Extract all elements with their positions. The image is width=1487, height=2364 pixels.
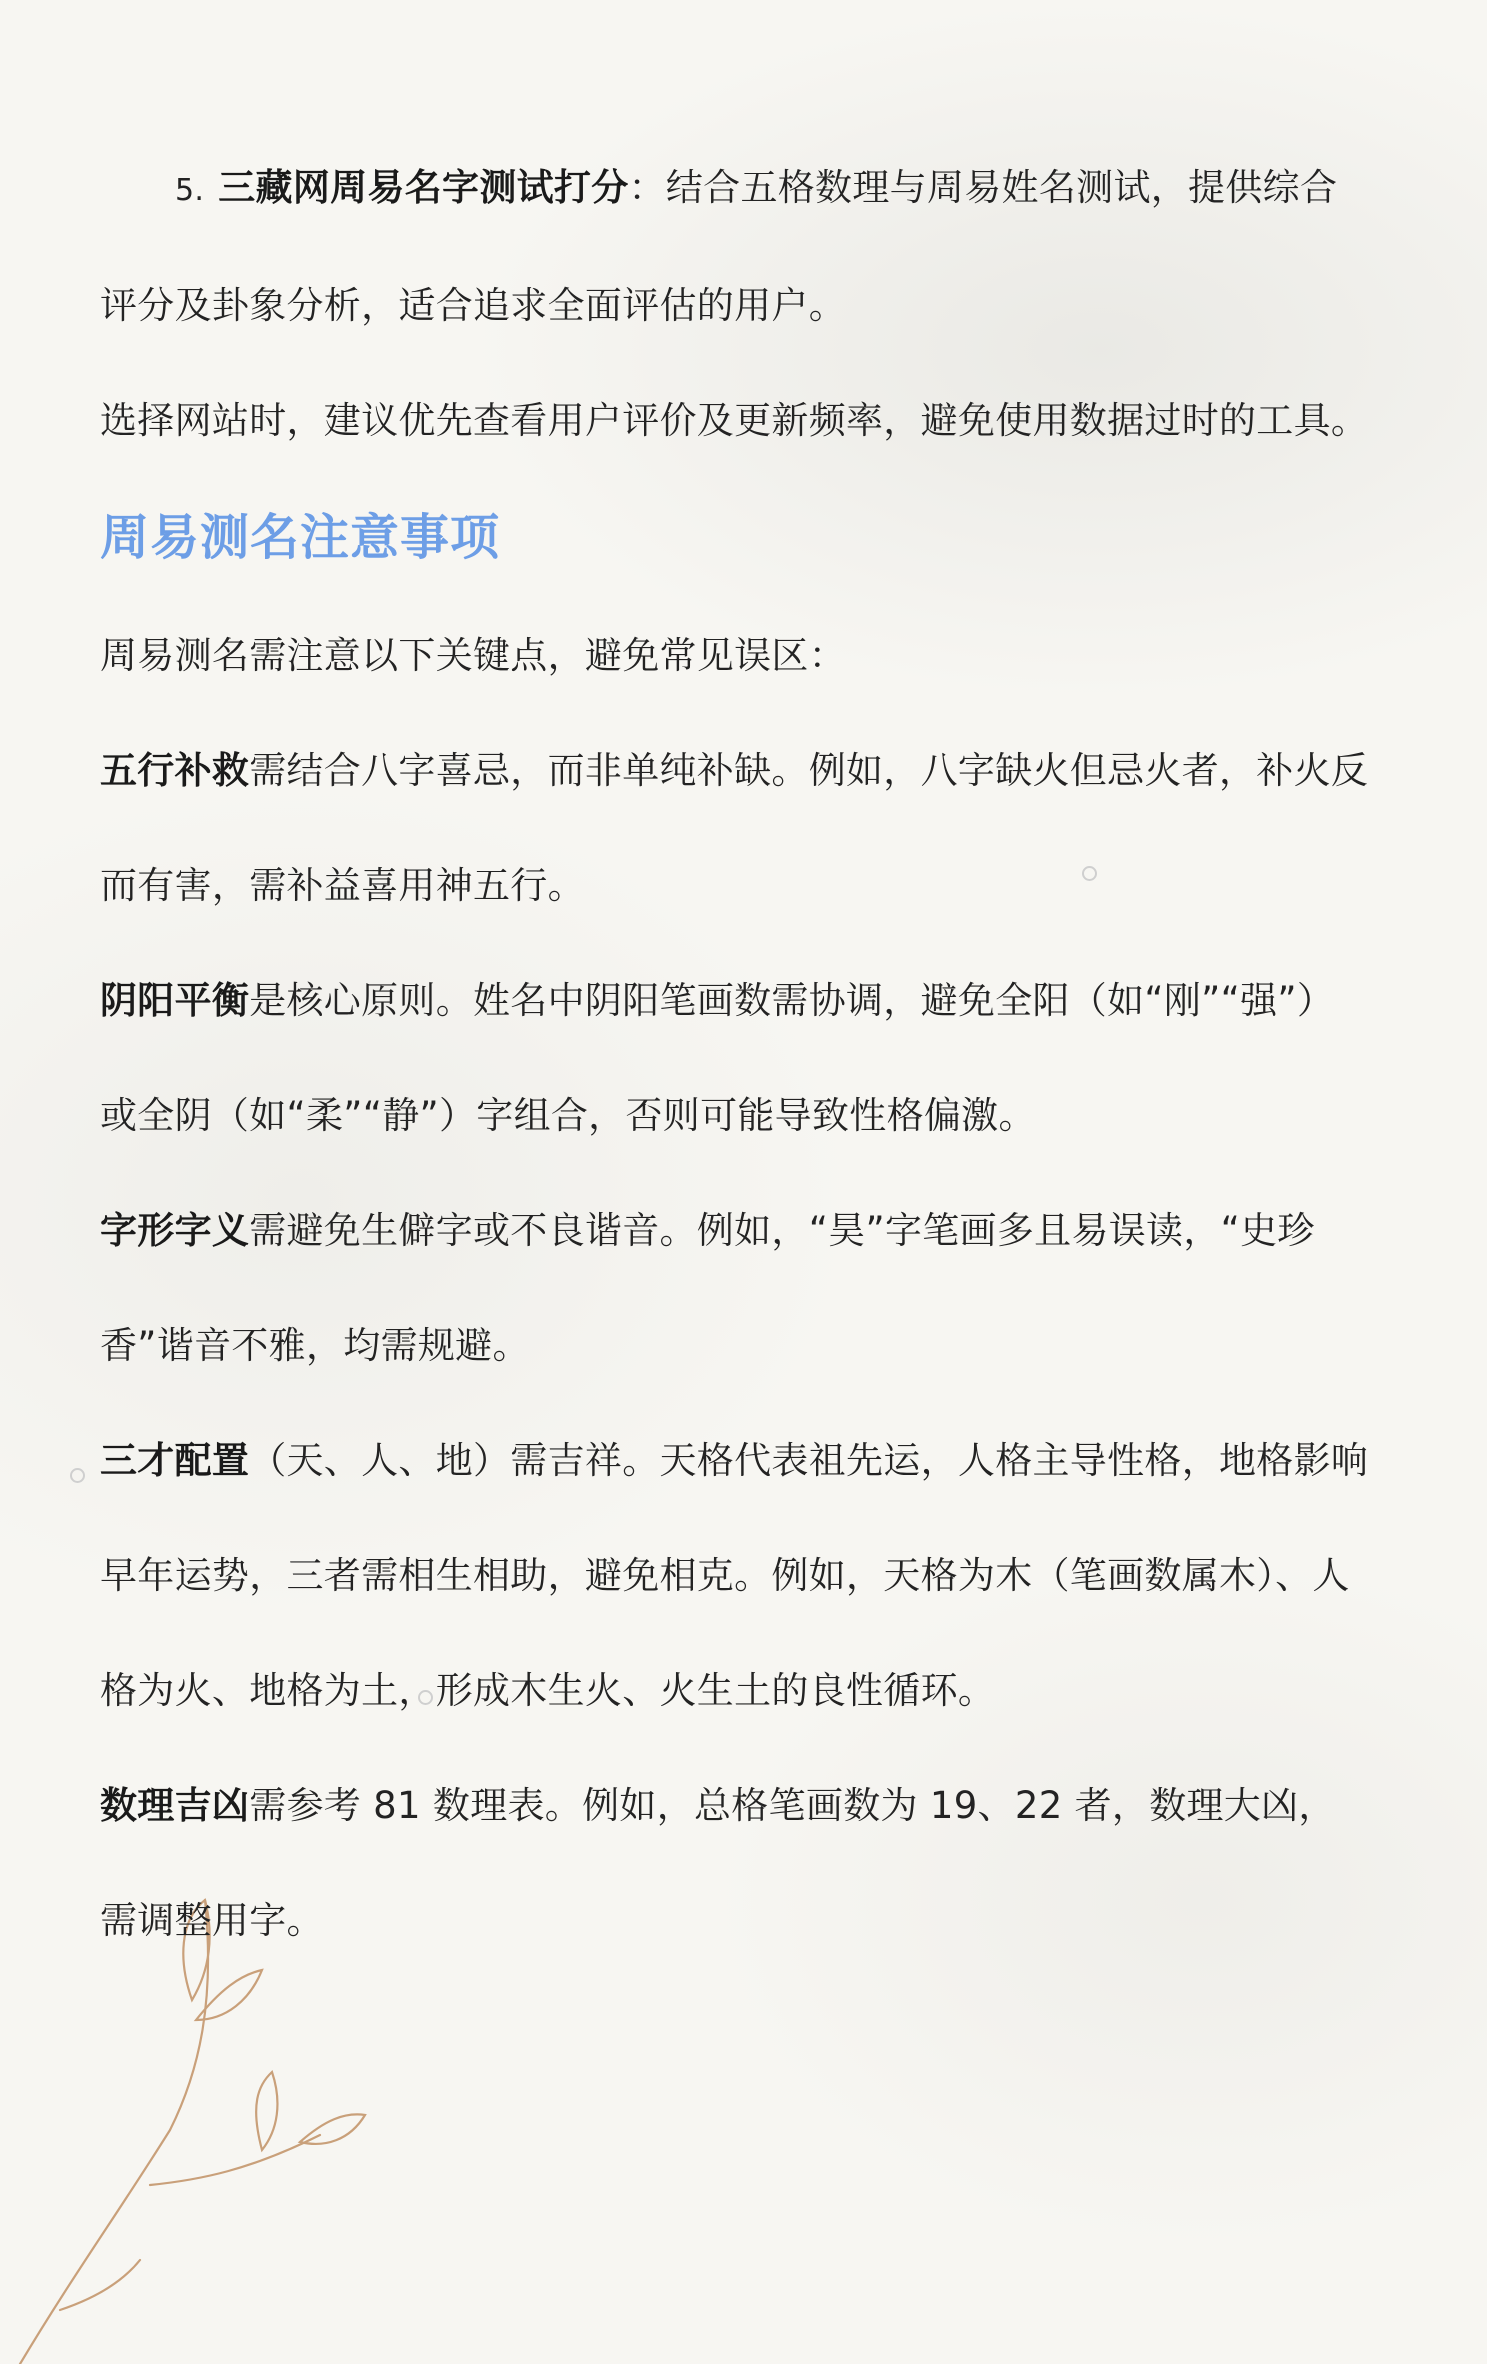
point-paragraph [100, 713, 1370, 943]
list-item-text: ：结合五格数理与周易姓名测试，提供综合评分及卦象分析，适合追求全面评估的用户。 [100, 166, 1338, 327]
list-item-number: 5. [175, 173, 205, 208]
point-paragraph [100, 1403, 1370, 1748]
point-paragraph [100, 1173, 1370, 1403]
point-term: 阴阳平衡 [100, 979, 250, 1022]
intro-paragraph: 周易测名需注意以下关键点，避免常见误区： [100, 634, 846, 677]
list-item [100, 130, 1370, 363]
point-paragraph [100, 943, 1370, 1173]
point-text: （天、人、地）需吉祥。天格代表祖先运，人格主导性格，地格影响早年运势，三者需相生相助，避免相克。例如，天格为木（笔画数属木）、人格为火、地格为土，形成木生火、火生土的良性循环。 [100, 1439, 1369, 1712]
point-text: 需避免生僻字或不良谐音。例如，“昊”字笔画多且易误读，“史珍香”谐音不雅，均需规避。 [100, 1209, 1315, 1367]
point-text: 需结合八字喜忌，而非单纯补缺。例如，八字缺火但忌火者，补火反而有害，需补益喜用神五行。 [100, 749, 1369, 907]
point-text: 需参考 81 数理表。例如，总格笔画数为 19、22 者，数理大凶，需调整用字。 [100, 1784, 1336, 1942]
document-body [100, 130, 1370, 1978]
point-term: 字形字义 [100, 1209, 250, 1252]
advice-paragraph: 选择网站时，建议优先查看用户评价及更新频率，避免使用数据过时的工具。 [100, 399, 1369, 442]
list-item-title: 三藏网周易名字测试打分 [218, 166, 629, 209]
decorative-ring [70, 1468, 85, 1483]
point-text: 是核心原则。姓名中阴阳笔画数需协调，避免全阳（如“刚”“强”）或全阴（如“柔”“静”）字组合，否则可能导致性格偏激。 [100, 979, 1335, 1137]
section-heading: 周易测名注意事项 [100, 509, 501, 566]
point-term: 三才配置 [100, 1439, 250, 1482]
point-term: 数理吉凶 [100, 1784, 250, 1827]
point-term: 五行补救 [100, 749, 250, 792]
point-paragraph [100, 1748, 1370, 1978]
